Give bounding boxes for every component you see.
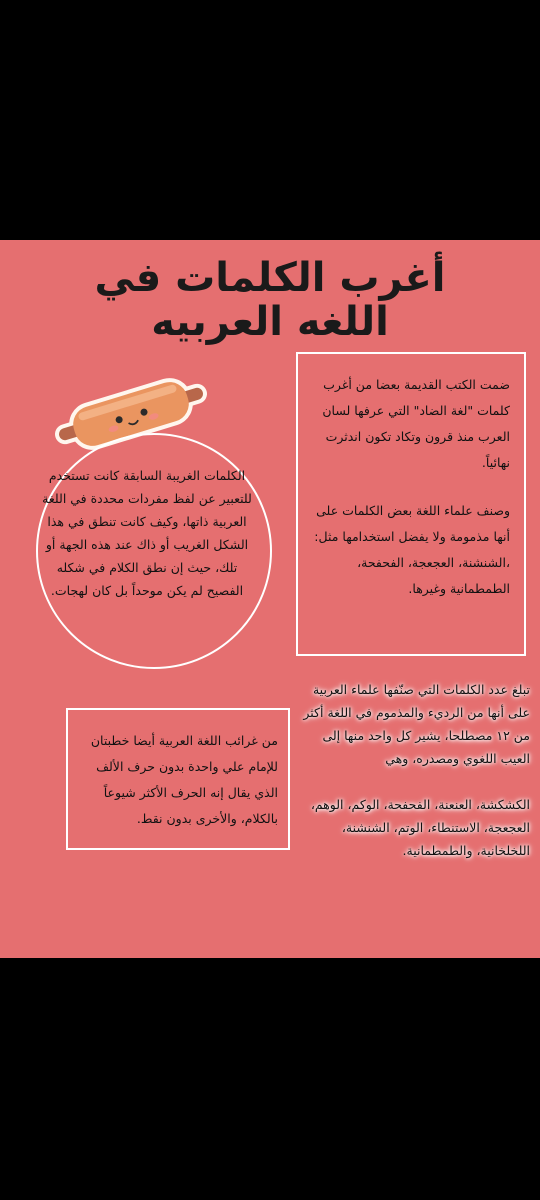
poster-title <box>60 256 480 344</box>
info-box-right <box>296 352 526 656</box>
glow-paragraph-1: تبلغ عدد الكلمات التي صنّفها علماء العربية على أنها من الرديء والمذموم في اللغة أكثر من ١٢ مصطلحا، يشير كل واحد منها إلى العيب اللغوي ومصدره، وهي <box>303 682 530 766</box>
glow-text-block <box>300 678 530 885</box>
box-left-text: من غرائب اللغة العربية أيضا خطبتان للإمام علي واحدة بدون حرف الألف الذي يقال إنه الحرف الأكثر شيوعاً بالكلام، والأخرى بدون نقط. <box>90 733 278 826</box>
title-line-2: اللغه العربيه <box>151 299 389 345</box>
box-right-paragraph-2: وصنف علماء اللغة بعض الكلمات على أنها مذمومة ولا يفضل استخدامها مثل: ،الشنشنة، العجعجة، الفحفحة، الطمطمانية وغيرها. <box>314 503 510 596</box>
glow-paragraph-2: الكشكشة، العنعنة، الفحفحة، الوكم، الوهم، العجعجة، الاستنطاء، الوتم، الشنشنة، اللخلخانية، والطمطمانية. <box>310 797 530 858</box>
circle-text: الكلمات الغريبة السابقة كانت تستخدم للتعبير عن لفظ مفردات محددة في اللغة العربية ذاتها، وكيف كانت تنطق في هذا الشكل الغريب أو ذاك عند هذه الجهة أو تلك، حيث إن نطق الكلام في شكله الفصيح لم يكن موحداً بل كان لهجات. <box>42 468 252 598</box>
title-line-1: أغرب الكلمات في <box>94 255 446 301</box>
infographic-poster <box>0 240 540 958</box>
info-box-left <box>66 708 290 850</box>
box-right-paragraph-1: ضمت الكتب القديمة بعضا من أغرب كلمات "لغة الضاد" التي عرفها لسان العرب منذ قرون وتكاد تكون اندثرت نهائياً. <box>322 377 510 470</box>
